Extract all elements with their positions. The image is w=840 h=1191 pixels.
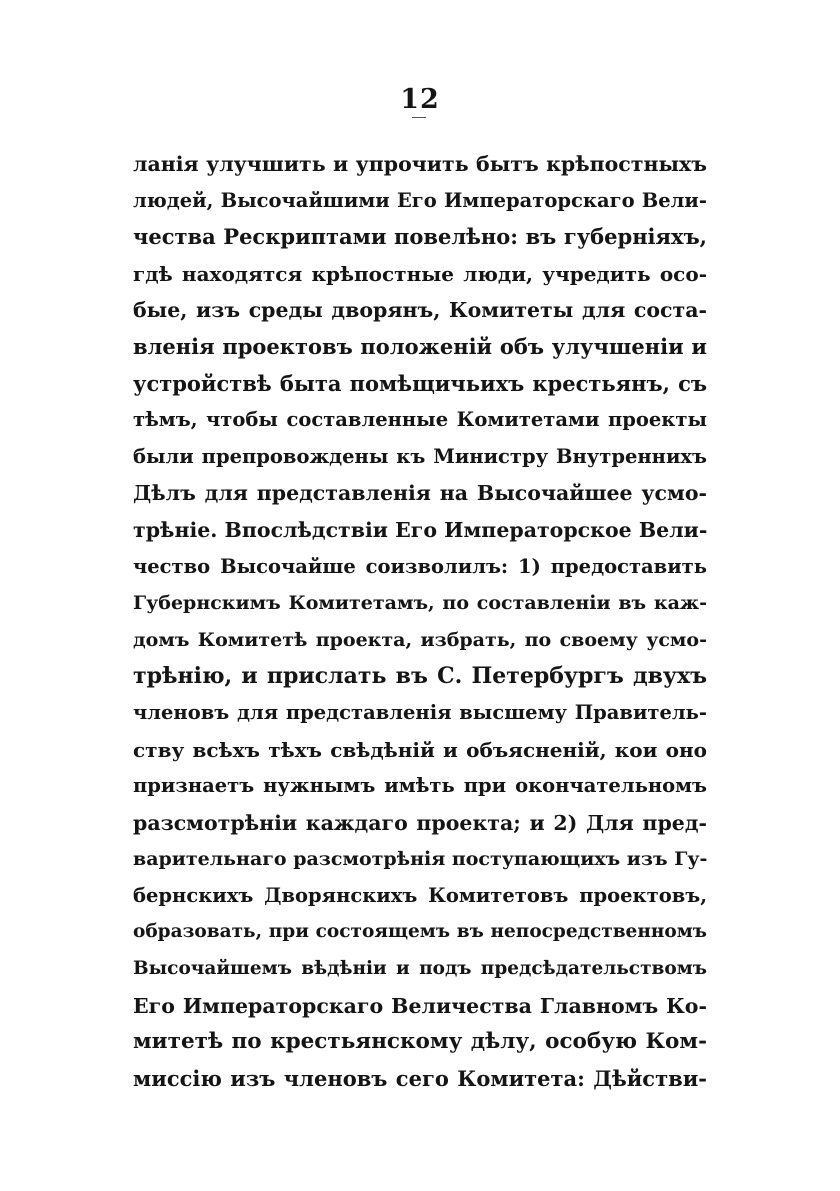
text-line: гдѣ находятся крѣпостные люди, учредить осо- <box>133 261 707 286</box>
text-line: чества Рескриптами повелѣно: въ губерніяхъ, <box>133 224 707 250</box>
page-number: 12 <box>400 84 440 115</box>
text-line: трѣнію, и прислать въ С. Петербургъ двухъ <box>133 663 707 690</box>
text-line: Высочайшемъ вѣдѣніи и подъ предсѣдательствомъ <box>133 958 707 980</box>
text-line: признаетъ нужнымъ имѣть при окончательномъ <box>133 774 707 798</box>
text-line: домъ Комитетѣ проекта, избрать, по своему усмо- <box>133 628 707 651</box>
text-line: бернскихъ Дворянскихъ Комитетовъ проектовъ, <box>133 883 707 907</box>
text-line: чество Высочайше соизволилъ: 1) предоставить <box>133 554 707 578</box>
text-line: миссію изъ членовъ сего Комитета: Дѣйстви- <box>133 1065 707 1091</box>
text-line: людей, Высочайшими Его Императорскаго Вели- <box>133 188 707 212</box>
text-line: тѣмъ, чтобы составленные Комитетами проекты <box>133 408 707 432</box>
text-line: Губернскимъ Комитетамъ, по составленіи въ каж- <box>133 592 707 615</box>
text-line: разсмотрѣніи каждаго проекта; и 2) Для пред- <box>133 810 707 835</box>
text-line: трѣніе. Впослѣдствіи Его Императорское Вели- <box>133 517 707 542</box>
text-line: образовать, при состоящемъ въ непосредственномъ <box>133 921 707 943</box>
text-line: Дѣлъ для представленія на Высочайшее усмо- <box>133 481 707 506</box>
text-line: ству всѣхъ тѣхъ свѣдѣній и объясненій, кои оно <box>133 737 707 762</box>
text-line: бые, изъ среды дворянъ, Комитеты для соста- <box>133 298 707 323</box>
text-line: варительнаго разсмотрѣнія поступающихъ изъ Гу- <box>133 848 707 871</box>
text-line: были препровождены къ Министру Внутреннихъ <box>133 444 707 468</box>
body-text <box>133 146 707 1097</box>
text-line: митетѣ по крестьянскому дѣлу, особую Ком- <box>133 1029 707 1055</box>
text-line: вленія проектовъ положеній объ улучшеніи и <box>133 333 707 359</box>
text-line: устройствѣ быта помѣщичьихъ крестьянъ, съ <box>133 370 707 396</box>
text-line: Его Императорскаго Величества Главномъ Ко- <box>133 993 707 1018</box>
page-number-rule <box>412 117 426 118</box>
text-line: членовъ для представленія высшему Правитель- <box>133 700 707 724</box>
text-line: ланія улучшить и упрочить бытъ крѣпостныхъ <box>133 152 707 176</box>
